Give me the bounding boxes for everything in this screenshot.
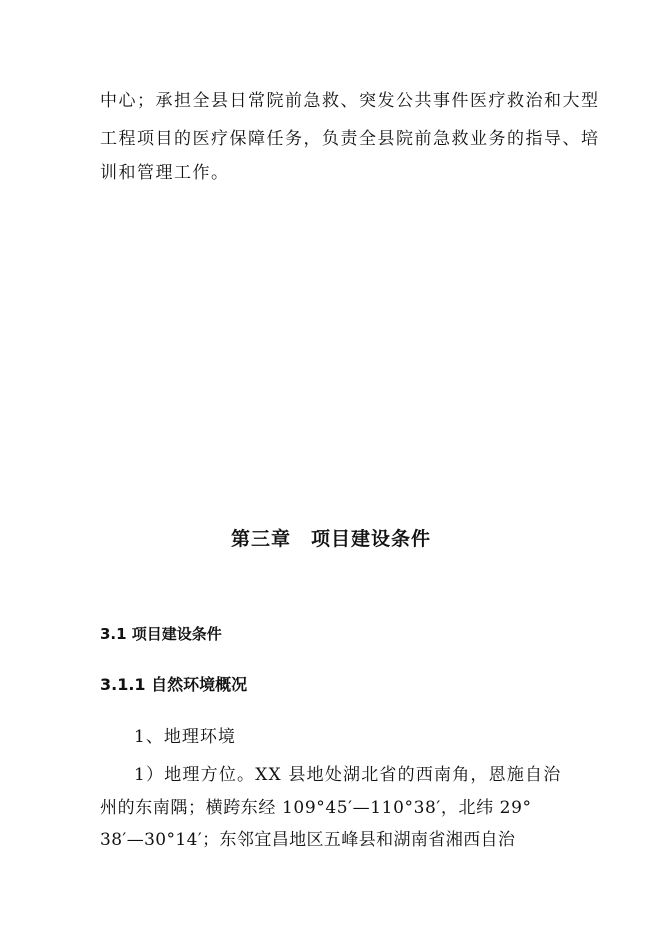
subsection-heading: 3.1.1 自然环境概况: [100, 675, 248, 694]
paragraph-line: 训和管理工作。: [100, 163, 230, 183]
body-line: 州的东南隅；横跨东经 109°45′—110°38′，北纬 29°: [100, 798, 532, 818]
paragraph-line: 中心；承担全县日常院前急救、突发公共事件医疗救治和大型: [100, 91, 600, 111]
body-line: 38′—30°14′；东邻宜昌地区五峰县和湖南省湘西自治: [100, 830, 516, 850]
item-heading: 1、地理环境: [134, 727, 236, 747]
body-line: 1）地理方位。XX 县地处湖北省的西南角，恩施自治: [134, 765, 562, 785]
section-heading: 3.1 项目建设条件: [100, 625, 222, 643]
paragraph-line: 工程项目的医疗保障任务，负责全县院前急救业务的指导、培: [100, 129, 600, 149]
chapter-title: 第三章 项目建设条件: [230, 528, 431, 550]
